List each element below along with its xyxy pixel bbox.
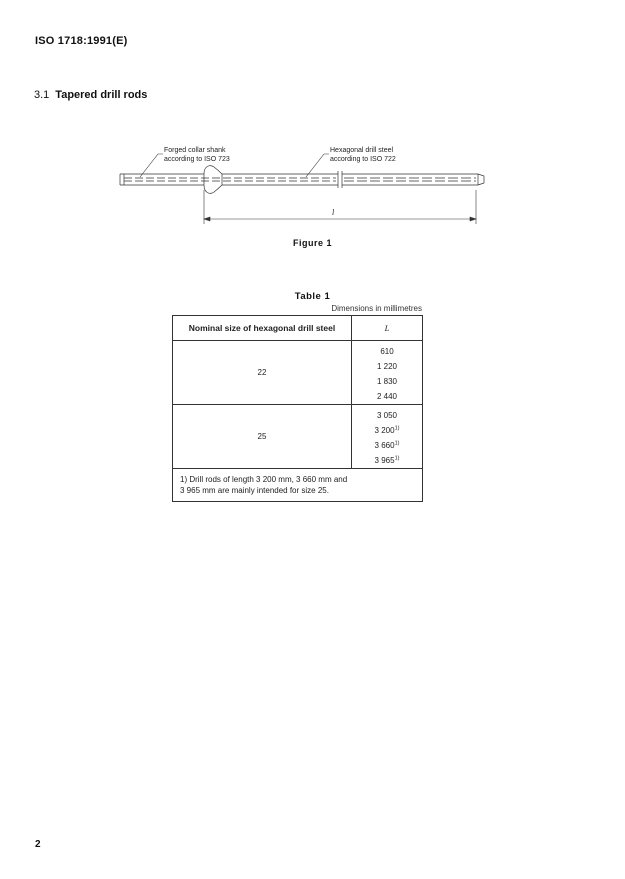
table-row [173, 405, 423, 469]
shank-label-line2: according to ISO 723 [164, 156, 230, 163]
length-value: 1 830 [376, 377, 398, 386]
page-number: 2 [35, 839, 41, 850]
steel-label-line2: according to ISO 722 [330, 156, 396, 163]
table-header-row [173, 316, 423, 341]
footnote-line: 1) Drill rods of length 3 200 mm, 3 660 mm and [180, 475, 348, 484]
lengths-cell [352, 405, 423, 469]
footnote-line: 3 965 mm are mainly intended for size 25. [180, 486, 329, 495]
length-value: 1 220 [376, 362, 398, 371]
header-nominal-size: Nominal size of hexagonal drill steel [173, 316, 352, 341]
section-title: Tapered drill rods [55, 89, 148, 101]
length-value: 610 [380, 347, 394, 356]
length-value: 3 200$^{1)}$ [374, 425, 400, 435]
section-number: 3.1 [34, 89, 50, 101]
steel-leader-line [306, 154, 329, 177]
shank-leader-line [140, 154, 163, 177]
footnote-ref: 1) [394, 455, 400, 462]
figure-caption: Figure 1 [292, 238, 332, 248]
drill-rod-table [172, 315, 423, 502]
footnote-ref: 1) [394, 425, 400, 432]
table-title: Table 1 [294, 291, 331, 302]
table-unit-note: Dimensions in millimetres [331, 304, 422, 313]
table-row [173, 341, 423, 405]
length-value: 3 965$^{1)}$ [374, 455, 400, 465]
length-value: 3 660$^{1)}$ [374, 440, 400, 450]
lengths-cell [352, 341, 423, 405]
footnote-ref: 1) [394, 440, 400, 447]
drill-rod-figure [100, 140, 500, 230]
length-dimension [204, 190, 476, 224]
table-footnote [173, 469, 423, 502]
header-length: L [352, 316, 423, 341]
length-value: 3 050 [376, 411, 398, 420]
drill-rod [120, 166, 484, 194]
section-heading [34, 89, 147, 101]
shank-label-line1: Forged collar shank [164, 147, 226, 154]
table-footnote-row [173, 469, 423, 502]
length-dimension-label: l [332, 208, 335, 217]
document-header: ISO 1718:1991(E) [35, 35, 128, 47]
size-cell: 25 [173, 405, 352, 469]
length-value: 2 440 [376, 392, 398, 401]
steel-label-line1: Hexagonal drill steel [330, 147, 394, 154]
size-cell: 22 [173, 341, 352, 405]
